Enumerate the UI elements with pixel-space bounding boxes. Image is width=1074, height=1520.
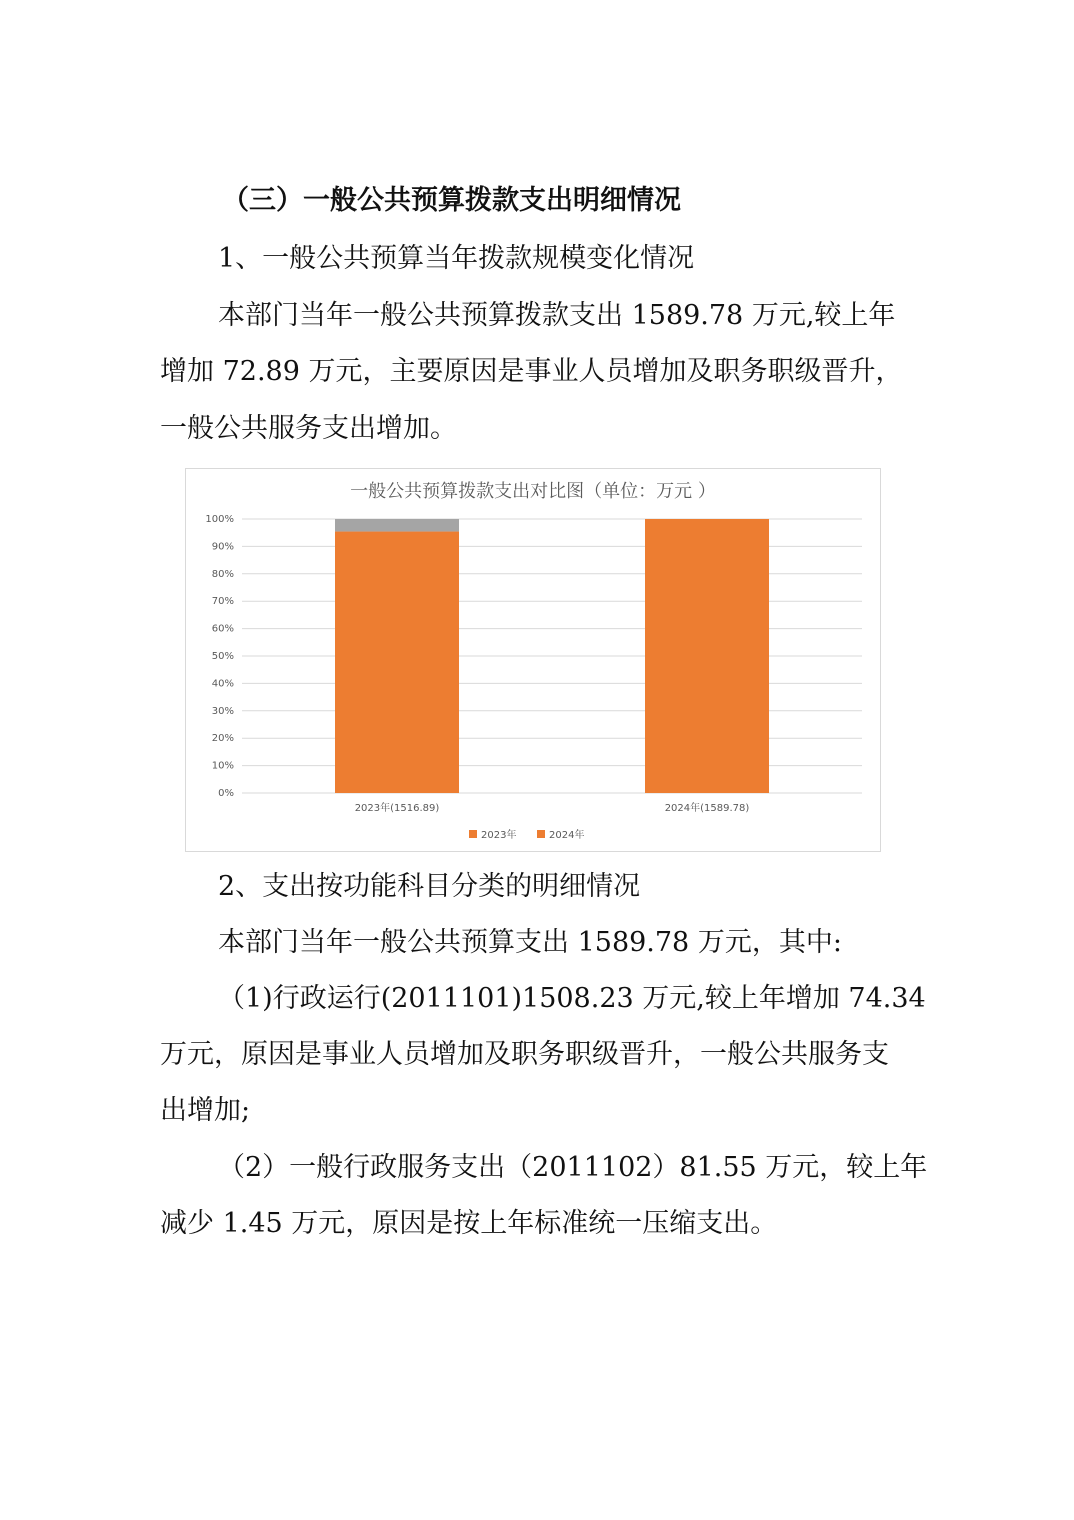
y-tick-label: 50% — [211, 651, 234, 662]
y-tick-label: 40% — [211, 678, 234, 690]
paragraph-4-line-1: （2）一般行政服务支出（2011102）81.55 万元，较上年 — [218, 1152, 928, 1183]
legend-label: 2024年 — [549, 830, 585, 841]
legend-swatch — [469, 830, 477, 838]
y-tick-label: 30% — [211, 705, 234, 717]
section-heading: （三）一般公共预算拨款支出明细情况 — [222, 185, 681, 216]
budget-comparison-chart — [185, 468, 881, 852]
y-tick-label: 100% — [205, 514, 234, 525]
y-tick-label: 60% — [211, 623, 234, 635]
subheading-2: 2、支出按功能科目分类的明细情况 — [218, 871, 641, 902]
paragraph-4-line-2: 减少 1.45 万元，原因是按上年标准统一压缩支出。 — [160, 1208, 778, 1239]
y-tick-label: 0% — [218, 788, 234, 799]
chart-title: 一般公共预算拨款支出对比图（单位：万元 ） — [350, 481, 716, 502]
x-category-label: 2023年(1516.89) — [354, 803, 440, 814]
legend-swatch — [537, 830, 545, 838]
bar-2 — [645, 519, 769, 793]
paragraph-3-line-2: 万元，原因是事业人员增加及职务职级晋升，一般公共服务支 — [160, 1039, 889, 1070]
paragraph-3-line-1: （1)行政运行(2011101)1508.23 万元,较上年增加 74.34 — [218, 983, 926, 1014]
bar-remainder-segment — [335, 519, 459, 532]
y-tick-label: 10% — [211, 760, 234, 772]
subheading-1: 1、一般公共预算当年拨款规模变化情况 — [218, 243, 695, 274]
bar-1 — [335, 532, 459, 793]
chart-canvas — [186, 469, 880, 851]
y-tick-label: 20% — [211, 733, 234, 745]
paragraph-2: 本部门当年一般公共预算支出 1589.78 万元，其中: — [218, 927, 842, 958]
legend-label: 2023年 — [481, 830, 517, 841]
paragraph-1-line-1: 本部门当年一般公共预算拨款支出 1589.78 万元,较上年 — [218, 300, 896, 331]
y-tick-label: 90% — [211, 541, 234, 553]
y-tick-label: 80% — [211, 568, 234, 580]
paragraph-1-line-2: 增加 72.89 万元，主要原因是事业人员增加及职务职级晋升， — [160, 356, 903, 387]
x-category-label: 2024年(1589.78) — [664, 803, 750, 814]
paragraph-1-line-3: 一般公共服务支出增加。 — [160, 413, 457, 444]
y-tick-label: 70% — [211, 596, 234, 608]
paragraph-3-line-3: 出增加; — [160, 1095, 251, 1126]
